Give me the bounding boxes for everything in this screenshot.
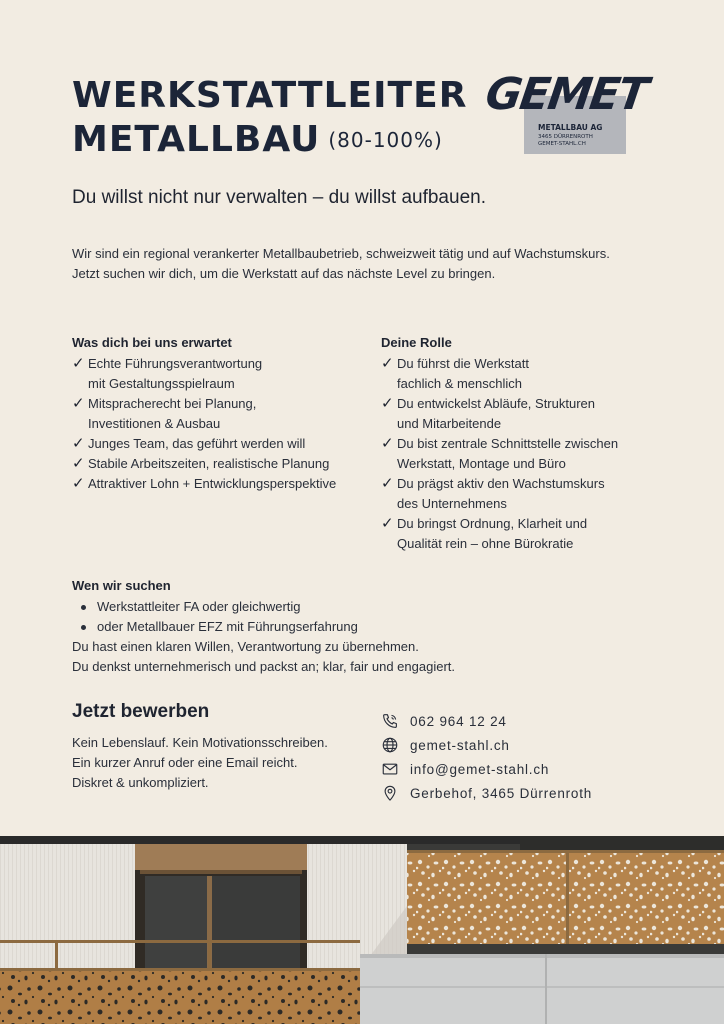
title-line-1: WERKSTATTLEITER: [72, 75, 468, 116]
list-item: oder Metallbauer EFZ mit Führungserfahrung: [72, 617, 455, 637]
check-icon: ✓: [72, 355, 85, 372]
facade-illustration: [0, 836, 724, 1024]
address-text: Gerbehof, 3465 Dürrenroth: [410, 785, 593, 801]
check-icon: ✓: [381, 355, 394, 372]
title-percentage: (80-100%): [328, 128, 443, 152]
title-line-2-text: METALLBAU: [72, 119, 321, 160]
check-icon: ✓: [72, 475, 85, 492]
check-icon: ✓: [381, 515, 394, 532]
role-item: [381, 514, 681, 554]
expect-item: [72, 394, 372, 434]
apply-line: Ein kurzer Anruf oder eine Email reicht.: [72, 755, 298, 770]
phone-icon: [381, 712, 399, 730]
contact-phone[interactable]: [381, 709, 592, 733]
expect-item: [72, 474, 372, 494]
role-item-line: des Unternehmens: [397, 496, 507, 511]
expect-item-line: Mitspracherecht bei Planung,: [88, 396, 257, 411]
expect-item-line: Junges Team, das geführt werden will: [88, 436, 306, 451]
role-item-line: Werkstatt, Montage und Büro: [397, 456, 566, 471]
building-photo: [0, 836, 724, 1024]
list-item: Werkstattleiter FA oder gleichwertig: [72, 597, 455, 617]
title-line-2: [72, 118, 467, 162]
job-title: [72, 74, 467, 162]
contact-block: [381, 709, 592, 805]
role-item-line: Du führst die Werkstatt: [397, 356, 529, 371]
role-item-line: Qualität rein – ohne Bürokratie: [397, 536, 574, 551]
logo-line-3: GEMET-STAHL.CH: [538, 141, 586, 147]
location-pin-icon: [381, 784, 399, 802]
role-item-line: fachlich & menschlich: [397, 376, 522, 391]
logo-line-2: 3465 DÜRRENROTH: [538, 134, 593, 140]
role-item-line: und Mitarbeitende: [397, 416, 502, 431]
contact-website[interactable]: [381, 733, 592, 757]
role-item-line: Du bist zentrale Schnittstelle zwischen: [397, 436, 619, 451]
intro-text: [72, 244, 610, 284]
expect-item-line: Stabile Arbeitszeiten, realistische Planung: [88, 456, 330, 471]
role-item: [381, 474, 681, 514]
company-logo: [482, 69, 662, 158]
expect-section: [72, 334, 372, 494]
role-item-line: Du bringst Ordnung, Klarheit und: [397, 516, 588, 531]
role-item: [381, 434, 681, 474]
expect-item-line: mit Gestaltungsspielraum: [88, 376, 235, 391]
website-link: gemet-stahl.ch: [410, 737, 510, 753]
expect-item: [72, 434, 372, 454]
expect-item-line: Investitionen & Ausbau: [88, 416, 221, 431]
apply-line: Kein Lebenslauf. Kein Motivationsschreiben.: [72, 735, 328, 750]
seeking-section: [72, 577, 455, 677]
check-icon: ✓: [72, 455, 85, 472]
apply-line: Diskret & unkompliziert.: [72, 775, 209, 790]
apply-heading: Jetzt bewerben: [72, 701, 210, 722]
role-item: [381, 354, 681, 394]
role-item-line: Du prägst aktiv den Wachstumskurs: [397, 476, 605, 491]
seeking-list: [72, 597, 455, 637]
role-item-line: Du entwickelst Abläufe, Strukturen: [397, 396, 595, 411]
check-icon: ✓: [72, 435, 85, 452]
mail-icon: [381, 760, 399, 778]
contact-address: [381, 781, 592, 805]
seeking-line: Du hast einen klaren Willen, Verantwortung zu übernehmen.: [72, 639, 419, 654]
role-item: [381, 394, 681, 434]
phone-number: 062 964 12 24: [410, 713, 507, 729]
logo-line-1: METALLBAU AG: [538, 123, 603, 132]
intro-line: Jetzt suchen wir dich, um die Werkstatt auf das nächste Level zu bringen.: [72, 266, 496, 281]
seeking-heading: Wen wir suchen: [72, 578, 171, 593]
role-heading: Deine Rolle: [381, 335, 452, 350]
check-icon: ✓: [72, 395, 85, 412]
intro-line: Wir sind ein regional verankerter Metallbaubetrieb, schweizweit tätig und auf Wachstumskurs.: [72, 246, 610, 261]
contact-email[interactable]: [381, 757, 592, 781]
check-icon: ✓: [381, 435, 394, 452]
expect-heading: Was dich bei uns erwartet: [72, 335, 232, 350]
globe-icon: [381, 736, 399, 754]
email-address: info@gemet-stahl.ch: [410, 761, 550, 777]
check-icon: ✓: [381, 395, 394, 412]
expect-item: [72, 454, 372, 474]
expect-item: [72, 354, 372, 394]
tagline: Du willst nicht nur verwalten – du willst aufbauen.: [72, 187, 486, 208]
seeking-line: Du denkst unternehmerisch und packst an; klar, fair und engagiert.: [72, 659, 455, 674]
expect-item-line: Echte Führungsverantwortung: [88, 356, 263, 371]
check-icon: ✓: [381, 475, 394, 492]
role-section: [381, 334, 681, 554]
logo-word: GEMET: [482, 69, 650, 120]
apply-text: [72, 733, 328, 793]
expect-item-line: Attraktiver Lohn + Entwicklungsperspektive: [88, 476, 337, 491]
